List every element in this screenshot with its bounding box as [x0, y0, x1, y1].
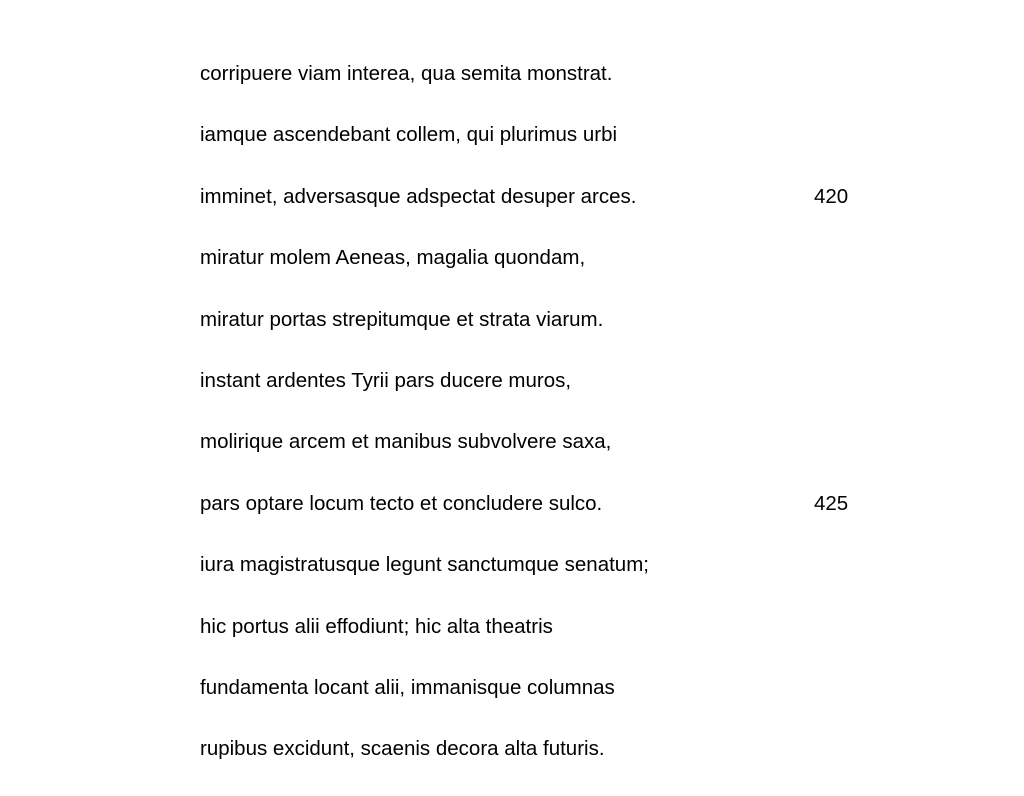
verse-line	[200, 673, 880, 734]
verse-text: corripuere viam interea, qua semita monstrat.	[200, 62, 613, 85]
verse-line	[200, 182, 880, 243]
verse-text: iamque ascendebant collem, qui plurimus urbi	[200, 123, 618, 147]
verse-text: fundamenta locant alii, immanisque columnas	[200, 675, 615, 699]
verse-line	[200, 734, 880, 795]
verse-text: hic portus alii effodiunt; hic alta theatris	[200, 614, 553, 638]
verse-line	[200, 305, 880, 366]
verse-line	[200, 120, 880, 181]
verse-text: pars optare locum tecto et concludere sulco.	[200, 491, 603, 515]
verse-line	[200, 489, 880, 550]
verse-line	[200, 612, 880, 673]
verse-text: molirique arcem et manibus subvolvere saxa,	[200, 430, 612, 454]
verse-text: miratur molem Aeneas, magalia quondam,	[200, 246, 586, 270]
verse-line	[200, 243, 880, 304]
verse-text: iura magistratusque legunt sanctumque senatum;	[200, 553, 649, 577]
verse-line	[200, 550, 880, 611]
verse-text: miratur portas strepitumque et strata viarum.	[200, 307, 604, 331]
line-number: 425	[814, 491, 849, 515]
verse-line	[200, 366, 880, 427]
poem-text	[200, 59, 880, 796]
verse-text: rupibus excidunt, scaenis decora alta futuris.	[200, 737, 605, 761]
verse-line	[200, 59, 880, 120]
verse-line	[200, 427, 880, 488]
verse-text: imminet, adversasque adspectat desuper arces.	[200, 184, 637, 208]
verse-text: instant ardentes Tyrii pars ducere muros,	[200, 368, 572, 392]
line-number: 420	[814, 184, 849, 208]
